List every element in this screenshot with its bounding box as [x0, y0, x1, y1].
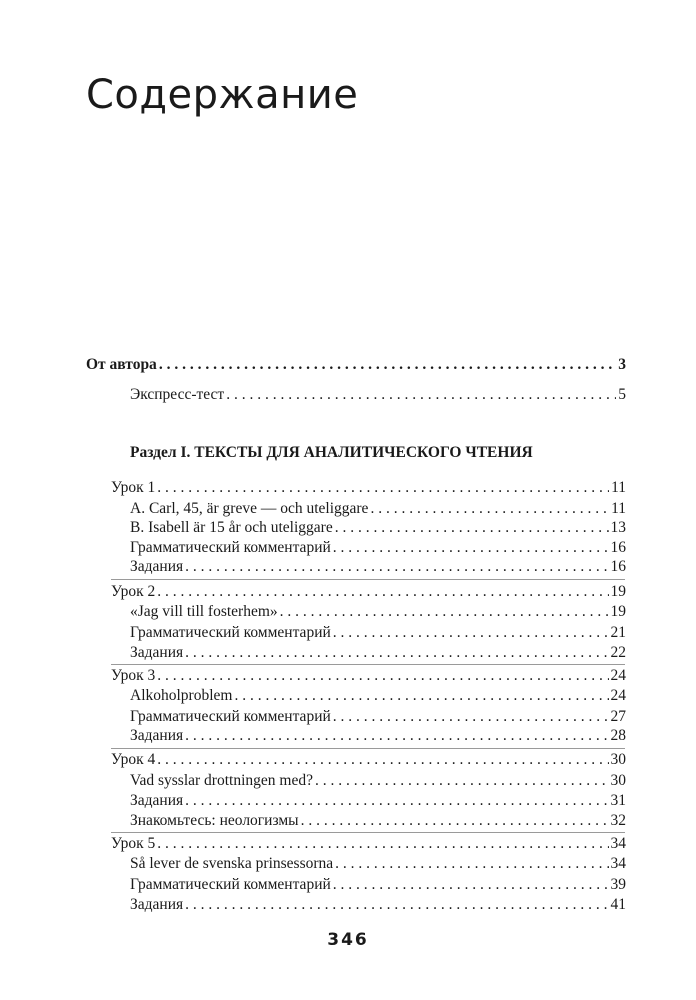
leader-dots [333, 538, 609, 558]
leader-dots [333, 707, 609, 727]
toc-entry-page: 11 [611, 479, 626, 496]
toc-subentry[interactable] [130, 854, 626, 874]
leader-dots [333, 875, 609, 895]
toc-subentry[interactable] [130, 602, 626, 622]
leader-dots [234, 686, 608, 706]
leader-dots [185, 643, 608, 663]
toc-entry-label: Задания [130, 558, 184, 575]
toc-entry-page: 34 [610, 835, 626, 852]
toc-entry-page: 11 [611, 500, 626, 517]
toc-lesson-2[interactable] [111, 582, 626, 602]
toc-entry-label: B. Isabell är 15 år och uteliggare [130, 519, 333, 536]
toc-entry-page: 28 [610, 727, 626, 744]
leader-dots [157, 750, 608, 770]
leader-dots [185, 895, 608, 915]
toc-entry-page: 5 [618, 386, 626, 403]
toc-entry-page: 19 [610, 603, 626, 620]
toc-entry-page: 3 [618, 356, 626, 373]
toc-subentry[interactable] [130, 643, 626, 663]
leader-dots [335, 518, 609, 538]
leader-dots [301, 811, 609, 831]
toc-lesson-1[interactable] [111, 478, 626, 498]
leader-dots [185, 791, 608, 811]
toc-subentry[interactable] [130, 771, 626, 791]
divider [111, 664, 625, 665]
leader-dots [333, 623, 609, 643]
toc-subentry[interactable] [130, 875, 626, 895]
toc-entry-label: Грамматический комментарий [130, 708, 331, 725]
toc-entry-label: Урок 3 [111, 667, 156, 684]
toc-entry-label: От автора [86, 356, 157, 373]
toc-entry-page: 41 [610, 896, 626, 913]
leader-dots [280, 602, 609, 622]
toc-entry-label: Så lever de svenska prinsessorna [130, 855, 334, 872]
toc-entry-label: Задания [130, 644, 184, 661]
toc-entry-page: 16 [610, 539, 626, 556]
toc-subentry[interactable] [130, 686, 626, 706]
divider [111, 832, 625, 833]
toc-entry-label: «Jag vill till fosterhem» [130, 603, 278, 620]
toc-subentry[interactable] [130, 623, 626, 643]
toc-entry-label: Vad sysslar drottningen med? [130, 772, 313, 789]
toc-entry-page: 24 [610, 667, 626, 684]
toc-entry-label: Урок 4 [111, 751, 156, 768]
toc-subentry[interactable] [130, 518, 626, 538]
toc-lesson-5[interactable] [111, 834, 626, 854]
toc-entry-label: Знакомьтесь: неологизмы [130, 812, 299, 829]
leader-dots [157, 478, 609, 498]
divider [111, 579, 625, 580]
toc-entry-page: 22 [610, 644, 626, 661]
leader-dots [157, 666, 608, 686]
toc-entry-label: Задания [130, 896, 184, 913]
toc-entry-express-test[interactable] [130, 385, 626, 405]
leader-dots [159, 355, 616, 375]
leader-dots [226, 385, 616, 405]
toc-subentry[interactable] [130, 707, 626, 727]
toc-entry-page: 31 [610, 792, 626, 809]
toc-subentry[interactable] [130, 811, 626, 831]
leader-dots [185, 726, 608, 746]
toc-entry-label: Задания [130, 727, 184, 744]
toc-entry-label: Экспресс-тест [130, 386, 225, 403]
toc-subentry[interactable] [130, 557, 626, 577]
toc-subentry[interactable] [130, 726, 626, 746]
toc-subentry[interactable] [130, 499, 626, 519]
toc-lesson-3[interactable] [111, 666, 626, 686]
toc-entry-label: Грамматический комментарий [130, 876, 331, 893]
toc-subentry[interactable] [130, 895, 626, 915]
toc-entry-page: 30 [610, 751, 626, 768]
toc-entry-page: 30 [610, 772, 626, 789]
page-title: Содержание [86, 72, 359, 118]
leader-dots [157, 582, 608, 602]
section-title: Раздел I. ТЕКСТЫ ДЛЯ АНАЛИТИЧЕСКОГО ЧТЕНИЯ [130, 444, 533, 461]
toc-entry-label: A. Carl, 45, är greve — och uteliggare [130, 500, 369, 517]
toc-entry-label: Грамматический комментарий [130, 624, 331, 641]
toc-entry-label: Задания [130, 792, 184, 809]
toc-entry-page: 19 [610, 583, 626, 600]
toc-entry-page: 16 [610, 558, 626, 575]
toc-entry-label: Урок 2 [111, 583, 156, 600]
toc-entry-author[interactable] [86, 355, 626, 375]
toc-entry-label: Урок 5 [111, 835, 156, 852]
toc-entry-page: 21 [610, 624, 626, 641]
toc-subentry[interactable] [130, 538, 626, 558]
toc-entry-page: 24 [610, 687, 626, 704]
toc-entry-page: 27 [610, 708, 626, 725]
toc-entry-page: 32 [610, 812, 626, 829]
toc-subentry[interactable] [130, 791, 626, 811]
leader-dots [315, 771, 609, 791]
toc-entry-page: 39 [610, 876, 626, 893]
leader-dots [185, 557, 608, 577]
toc-entry-page: 13 [610, 519, 626, 536]
leader-dots [335, 854, 608, 874]
toc-entry-label: Урок 1 [111, 479, 156, 496]
toc-entry-label: Alkoholproblem [130, 687, 233, 704]
leader-dots [370, 499, 609, 519]
divider [111, 748, 625, 749]
toc-lesson-4[interactable] [111, 750, 626, 770]
toc-entry-page: 34 [610, 855, 626, 872]
leader-dots [157, 834, 608, 854]
toc-entry-label: Грамматический комментарий [130, 539, 331, 556]
page-number: 346 [327, 930, 369, 950]
